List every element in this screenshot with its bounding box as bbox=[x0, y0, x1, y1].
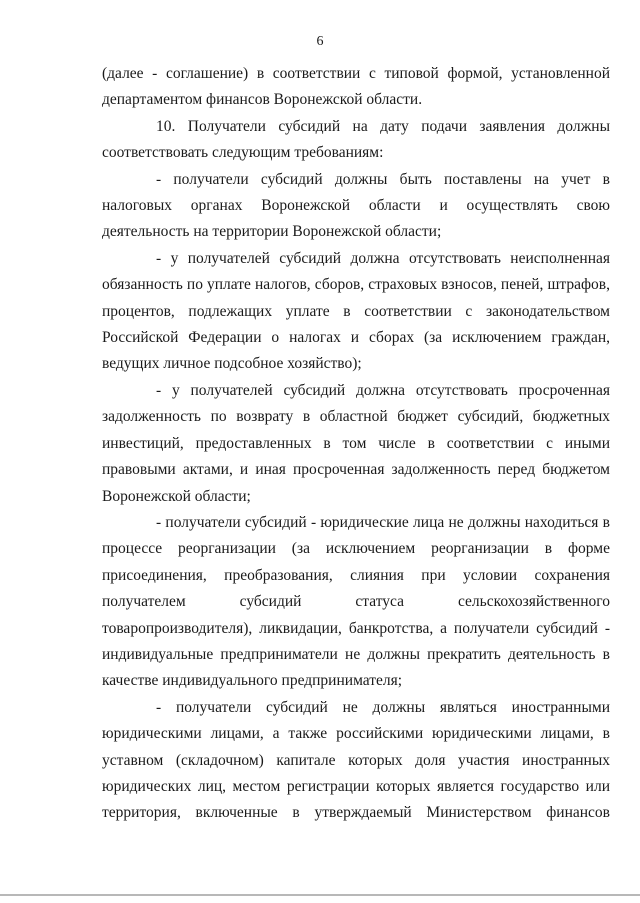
paragraph-agreement-continuation: (далее - соглашение) в соответствии с типовой формой, установленной департаментом финансов Воронежской области. bbox=[102, 65, 610, 109]
page-number: 6 bbox=[316, 34, 324, 49]
paragraph-item-10: 10. Получатели субсидий на дату подачи заявления должны соответствовать следующим требованиям: bbox=[102, 117, 610, 162]
paragraph-tax-registration: - получатели субсидий должны быть поставлены на учет в налоговых органах Воронежской области и осуществлять свою деятельность на территории Воронежской области; bbox=[102, 170, 610, 241]
page-bottom-divider bbox=[0, 894, 640, 896]
paragraph-no-tax-debt: - у получателей субсидий должна отсутствовать неисполненная обязанность по уплате налогов, сборов, страховых взносов, пеней, штрафов, процентов, подлежащих уплате в соответствии с законодательством Российской Федерации о налогах и сборах (за исключением граждан, ведущих личное подсобное хозяйство); bbox=[102, 249, 610, 373]
paragraph-no-reorganization: - получатели субсидий - юридические лица не должны находиться в процессе реорганизации (за исключением реорганизации в форме присоединения, преобразования, слияния при условии сохранения получателем субсидий статуса сельскохозяйственного товаропроизводителя), ликвидации, банкротства, а получатели субсидий - индивидуальные предприниматели не должны прекратить деятельность в качестве индивидуального предпринимателя; bbox=[102, 513, 610, 690]
paragraph-not-foreign-entity: - получатели субсидий не должны являться иностранными юридическими лицами, а также российскими юридическими лицами, в уставном (складочном) капитале которых доля участия иностранных юридических лиц, местом регистрации которых является государство или территория, включенные в утверждаемый Министерством финансов bbox=[102, 698, 610, 822]
paragraph-no-overdue-debt: - у получателей субсидий должна отсутствовать просроченная задолженность по возврату в областной бюджет субсидий, бюджетных инвестиций, предоставленных в том числе в соответствии с иными правовыми актами, и иная просроченная задолженность перед бюджетом Воронежской области; bbox=[102, 381, 610, 505]
body-text bbox=[102, 61, 610, 827]
